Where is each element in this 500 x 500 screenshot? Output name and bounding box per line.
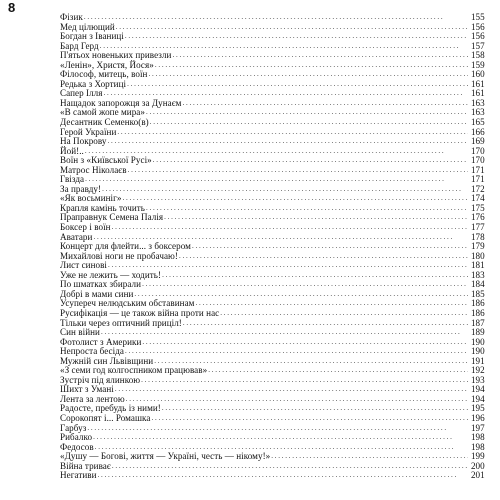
toc-entry: [60, 128, 500, 138]
dot-leader: [146, 108, 468, 118]
table-of-contents: [60, 13, 500, 481]
toc-entry-title: Богдан з Іваниці: [60, 31, 124, 42]
dot-leader: [146, 204, 468, 214]
toc-entry-title: Філософ, митець, воїн: [60, 69, 148, 80]
toc-entry-page: 194: [468, 395, 500, 405]
toc-entry-page: 158: [468, 51, 500, 61]
toc-entry: [60, 118, 500, 128]
toc-entry-title: Крапля камінь точить: [60, 202, 146, 213]
dot-leader: [162, 404, 468, 414]
toc-entry-title: Лист синові: [60, 260, 108, 271]
dot-leader: [155, 61, 468, 71]
dot-leader: [126, 395, 468, 405]
toc-entry-page: 196: [468, 414, 500, 424]
toc-entry-page: 155: [468, 13, 500, 23]
toc-entry-title: Сапер Ілля: [60, 88, 103, 99]
toc-entry: [60, 213, 500, 223]
toc-entry-title: Гвізда: [60, 174, 85, 185]
toc-entry-page: 180: [468, 252, 500, 262]
dot-leader: [115, 385, 468, 395]
toc-entry-page: 171: [468, 166, 500, 176]
dot-leader: [192, 242, 468, 252]
dot-leader: [117, 128, 468, 138]
toc-entry-page: 191: [468, 357, 500, 367]
dot-leader: [125, 347, 468, 357]
dot-leader: [148, 70, 468, 80]
toc-entry-page: 156: [468, 32, 500, 42]
toc-entry-page: 186: [468, 299, 500, 309]
dot-leader: [208, 366, 468, 376]
dot-leader: [142, 280, 468, 290]
toc-entry-page: 186: [468, 309, 500, 319]
dot-leader: [108, 261, 468, 271]
dot-leader: [85, 175, 468, 185]
toc-entry-title: Непроста бесіда: [60, 346, 124, 357]
toc-entry-page: 163: [468, 99, 500, 109]
toc-entry: [60, 80, 500, 90]
toc-entry-title: «В самой жопе мира»: [60, 107, 145, 118]
toc-entry-page: 165: [468, 118, 500, 128]
dot-leader: [150, 118, 468, 128]
toc-entry: [60, 13, 500, 23]
toc-entry-title: Аватари: [60, 231, 93, 242]
dot-leader: [142, 338, 468, 348]
toc-entry-page: 171: [468, 175, 500, 185]
toc-entry-title: Шихт з Умані: [60, 384, 114, 395]
toc-entry-title: Праправнук Семена Палія: [60, 212, 164, 223]
dot-leader: [87, 424, 468, 434]
dot-leader: [98, 471, 468, 481]
toc-entry-title: Нащадок запорожця за Дунаєм: [60, 97, 182, 108]
toc-entry: [60, 376, 500, 386]
toc-entry-title: Негативи: [60, 470, 97, 481]
toc-entry: [60, 433, 500, 443]
toc-entry: [60, 175, 500, 185]
dot-leader: [195, 299, 468, 309]
toc-entry-page: 163: [468, 108, 500, 118]
toc-entry-title: Війна триває: [60, 460, 111, 471]
toc-entry-title: Радосте, пребудь із ними!: [60, 403, 161, 414]
dot-leader: [164, 213, 468, 223]
toc-entry-title: «Ленін», Христя, Йося»: [60, 59, 154, 70]
toc-entry-page: 161: [468, 89, 500, 99]
toc-entry-title: «З семи год колгоспником працював»: [60, 365, 208, 376]
toc-entry-page: 159: [468, 61, 500, 71]
toc-entry-page: 170: [468, 156, 500, 166]
toc-entry-title: Гарбуз: [60, 422, 87, 433]
toc-entry-page: 174: [468, 194, 500, 204]
toc-entry-title: Концерт для флейти... з боксером: [60, 241, 191, 252]
toc-entry-page: 195: [468, 404, 500, 414]
toc-entry-title: Герой України: [60, 126, 117, 137]
toc-entry-page: 179: [468, 242, 500, 252]
toc-entry: [60, 23, 500, 33]
toc-entry: [60, 319, 500, 329]
dot-leader: [183, 319, 468, 329]
toc-entry-page: 193: [468, 376, 500, 386]
toc-entry-page: 160: [468, 70, 500, 80]
toc-entry-page: 187: [468, 319, 500, 329]
toc-entry: [60, 471, 500, 481]
page-number: 8: [8, 0, 16, 15]
dot-leader: [162, 271, 468, 281]
toc-entry-page: 197: [468, 424, 500, 434]
dot-leader: [271, 452, 468, 462]
toc-entry-title: Добрі в мами сини: [60, 288, 134, 299]
toc-entry-title: Фізик: [60, 12, 83, 22]
dot-leader: [108, 137, 468, 147]
toc-entry-page: 183: [468, 271, 500, 281]
toc-entry-page: 170: [468, 147, 500, 157]
toc-entry: [60, 166, 500, 176]
toc-entry-page: 175: [468, 204, 500, 214]
dot-leader: [182, 99, 468, 109]
toc-entry: [60, 70, 500, 80]
toc-entry-page: 200: [468, 462, 500, 472]
toc-entry-page: 161: [468, 80, 500, 90]
toc-entry-page: 185: [468, 290, 500, 300]
toc-entry-title: Лента за лентою: [60, 393, 125, 404]
toc-entry: [60, 424, 500, 434]
toc-entry: [60, 462, 500, 472]
dot-leader: [84, 13, 468, 23]
toc-entry-page: 201: [468, 471, 500, 481]
toc-entry-title: По шматках збирали: [60, 279, 142, 290]
toc-entry-page: 190: [468, 338, 500, 348]
toc-entry: [60, 452, 500, 462]
toc-entry-page: 169: [468, 137, 500, 147]
toc-entry: [60, 338, 500, 348]
dot-leader: [116, 23, 468, 33]
toc-entry-page: 178: [468, 233, 500, 243]
dot-leader: [153, 156, 468, 166]
toc-entry-title: Воїн з «Київської Русі»: [60, 155, 152, 166]
toc-entry-page: 156: [468, 23, 500, 33]
toc-entry-page: 184: [468, 280, 500, 290]
dot-leader: [112, 223, 468, 233]
toc-entry-title: Матрос Ніколаєв: [60, 164, 127, 175]
toc-entry: [60, 137, 500, 147]
toc-entry-page: 166: [468, 128, 500, 138]
toc-entry: [60, 414, 500, 424]
toc-entry: [60, 252, 500, 262]
toc-entry-title: Боксер і воїн: [60, 222, 111, 233]
toc-entry-title: Русифікація — це також війна проти нас: [60, 307, 220, 318]
toc-entry-title: П'ятьох новеньких привезли: [60, 50, 172, 61]
toc-entry-title: Син війни: [60, 327, 100, 338]
toc-entry-title: Федосов: [60, 441, 94, 452]
toc-entry-page: 176: [468, 213, 500, 223]
toc-entry-title: Фотолист з Америки: [60, 336, 142, 347]
toc-entry-title: Йой!..: [60, 145, 84, 156]
toc-entry-title: Зустріч під ялинкою: [60, 374, 141, 385]
dot-leader: [125, 32, 468, 42]
dot-leader: [93, 433, 468, 443]
dot-leader: [151, 414, 468, 424]
toc-entry-title: Сорокопят і... Ромашка: [60, 412, 151, 423]
dot-leader: [220, 309, 468, 319]
dot-leader: [101, 328, 468, 338]
dot-leader: [172, 51, 468, 61]
dot-leader: [112, 462, 468, 472]
toc-entry-page: 199: [468, 452, 500, 462]
toc-entry-page: 198: [468, 443, 500, 453]
toc-entry-title: Мужній син Львівщини: [60, 355, 154, 366]
toc-entry-title: Усупереч нелюдським обставинам: [60, 298, 195, 309]
toc-entry-page: 198: [468, 433, 500, 443]
toc-entry: [60, 185, 500, 195]
toc-entry-title: На Покрову: [60, 136, 107, 147]
toc-entry-title: Михайлові ноги не пробачаю!: [60, 250, 178, 261]
toc-entry-page: 157: [468, 42, 500, 52]
dot-leader: [122, 194, 468, 204]
toc-entry-title: Мед цілющий: [60, 21, 115, 32]
toc-entry-title: Уже не лежить — ходить!: [60, 269, 162, 280]
toc-entry-title: Десантник Семенко(в): [60, 117, 149, 128]
toc-entry-page: 189: [468, 328, 500, 338]
toc-entry-title: «Як восьминіг»: [60, 193, 122, 204]
dot-leader: [141, 376, 468, 386]
toc-entry-page: 172: [468, 185, 500, 195]
toc-entry-page: 192: [468, 366, 500, 376]
toc-entry-page: 177: [468, 223, 500, 233]
toc-entry-title: «Душу — Богові, життя — Україні, честь — нікому!»: [60, 451, 271, 462]
dot-leader: [127, 80, 468, 90]
toc-entry-title: За правду!: [60, 183, 102, 194]
dot-leader: [102, 185, 468, 195]
toc-entry-page: 181: [468, 261, 500, 271]
toc-entry-title: Редька з Хортиці: [60, 78, 127, 89]
toc-entry: [60, 223, 500, 233]
toc-entry-page: 194: [468, 385, 500, 395]
toc-entry: [60, 385, 500, 395]
toc-entry-title: Тільки через оптичний приціл!: [60, 317, 182, 328]
toc-entry-page: 190: [468, 347, 500, 357]
dot-leader: [128, 166, 468, 176]
toc-entry-title: Бард Герд: [60, 40, 99, 51]
toc-entry-title: Рибалко: [60, 432, 93, 443]
toc-entry: [60, 32, 500, 42]
dot-leader: [179, 252, 468, 262]
